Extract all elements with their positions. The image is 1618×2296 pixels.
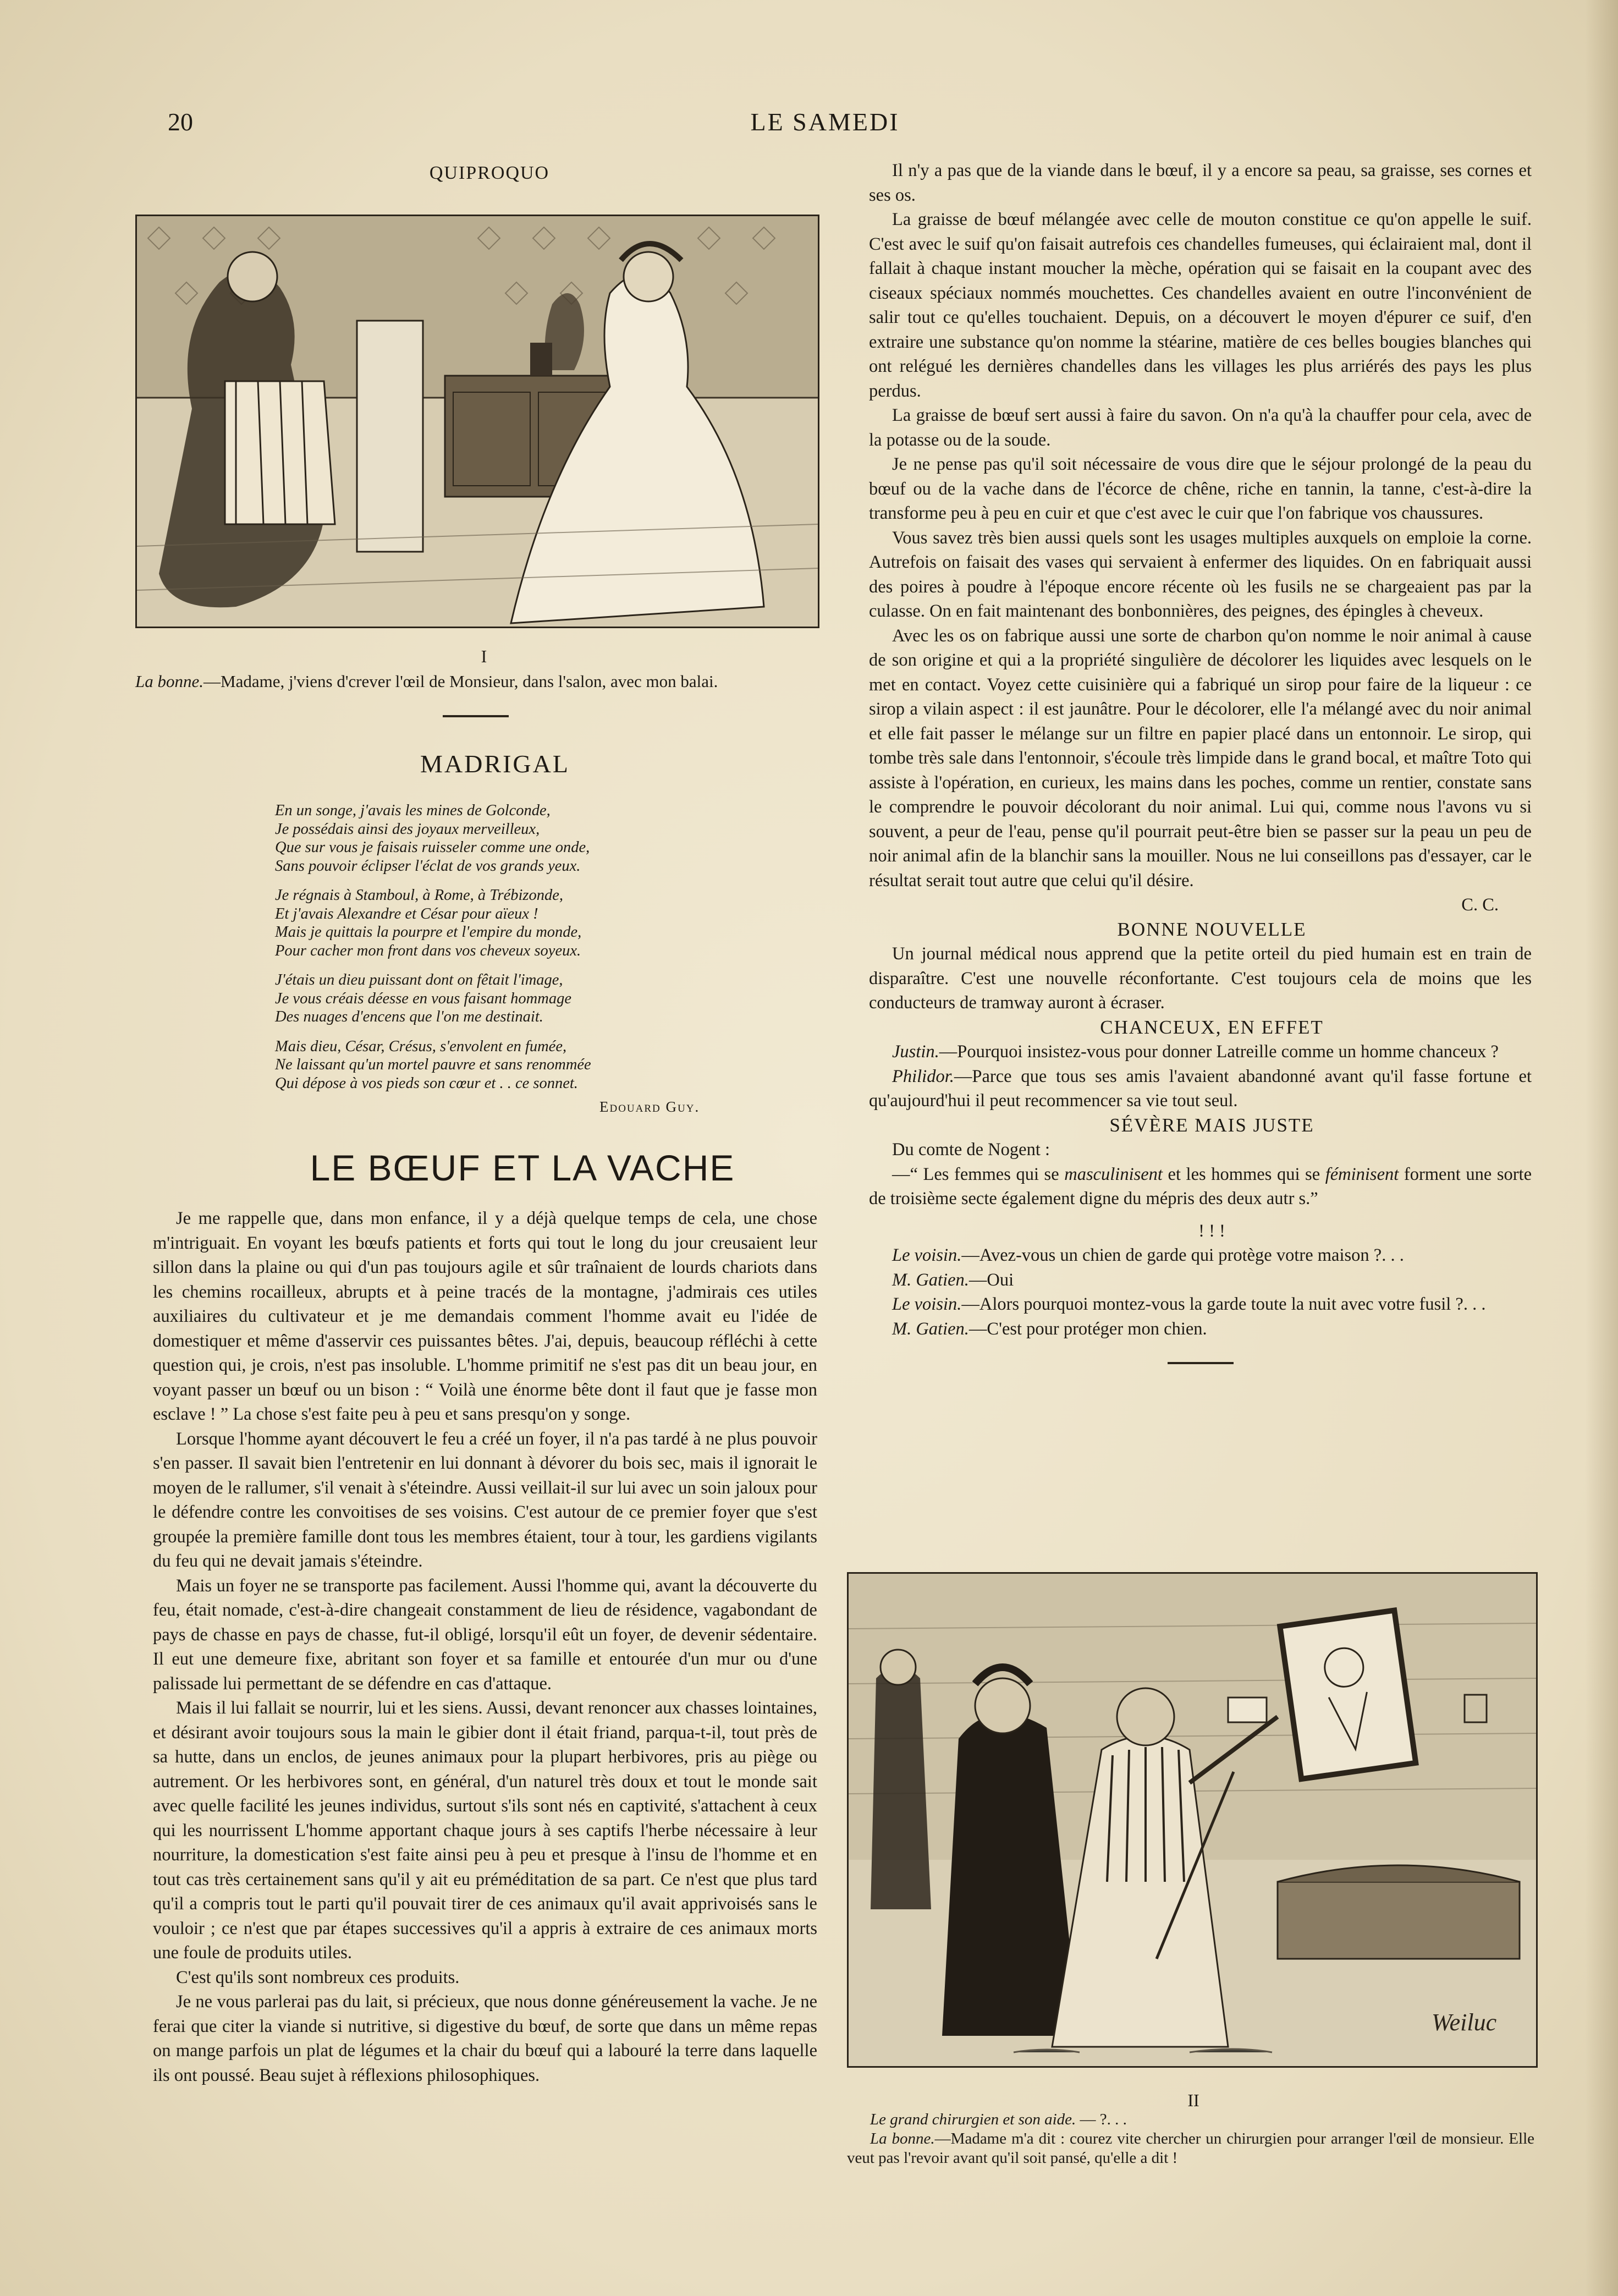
poem-line: Je vous créais déesse en vous faisant hommage [275, 990, 571, 1007]
dialogue-text: —Alors pourquoi montez-vous la garde toute la nuit avec votre fusil ?. . . [961, 1294, 1486, 1314]
bonne-nouvelle-text: Un journal médical nous apprend que la petite orteil du pied humain est en train de disparaître. C'est une nouvelle réconfortante. C'est toujours cela de moins que les conducteurs de tramway auront à écraser. [869, 944, 1532, 1013]
caption-text: —Madame m'a dit : courez vite chercher un chirurgien pour arranger l'œil de monsieur. Elle veut pas l'revoir avant qu'il soit pansé, qu'elle a dit ! [847, 2130, 1534, 2167]
severe-quote-part: forment une sorte de troisième secte également digne du mépris des deux autr s.” [869, 1164, 1532, 1209]
quiproquo-title: QUIPROQUO [429, 163, 550, 183]
severe-title: SÉVÈRE MAIS JUSTE [1109, 1114, 1314, 1136]
artist-signature: Weiluc [1432, 2009, 1497, 2036]
chirurgien-numeral: II [1187, 2090, 1199, 2110]
madrigal-author: Edouard Guy. [599, 1098, 700, 1115]
illustration-quiproquo-drawing [137, 216, 818, 627]
article-paragraph: Je ne vous parlerai pas du lait, si précieux, que nous donne généreusement la vache. Je ne ferai que citer la viande si nutritive, si digestive du bœuf, de sorte que dans un même repas on mange parfois un plat de légumes et la chair du bœuf qui a labouré la terre dans laquelle ils ont poussé. Beau sujet à réflexions philosophiques. [153, 1992, 817, 2085]
article-paragraph: C'est qu'ils sont nombreux ces produits. [176, 1967, 460, 1987]
chanceux-speaker-1: Justin. [892, 1042, 939, 1062]
article-paragraph: Je me rappelle que, dans mon enfance, il y a déjà quelque temps de cela, une chose m'intriguait. En voyant les bœufs patients et forts qui tout le long du jour creusaient leur sillon dans la plaine ou qui d'un pas toujours agile et sûr traînaient de lourds chariots dans les chemins rocailleux, abrupts et à peine tracés de la montagne, j'admirais ces utiles auxiliaires du cultivateur et je me demandais comment l'homme avait eu l'idée de domestiquer et même d'asservir ces puissantes bêtes. J'ai, depuis, beaucoup réfléchi à cette question qui, je crois, n'est pas insoluble. L'homme primitif ne s'est pas dit un beau jour, en voyant passer un bœuf ou un bison : “ Voilà une énorme bête dont il faut que je fasse mon esclave ! ” La chose s'est faite peu à peu et sans presqu'on y songe. [153, 1209, 817, 1424]
chanceux-speaker-2: Philidor. [892, 1066, 954, 1086]
poem-line: Que sur vous je faisais ruisseler comme une onde, [275, 839, 590, 856]
chanceux-text-1: —Pourquoi insistez-vous pour donner Latreille comme un homme chanceux ? [939, 1042, 1499, 1062]
page-number: 20 [168, 108, 193, 136]
poem-stanza [275, 1037, 748, 1093]
dialogue-speaker: M. Gatien. [892, 1270, 969, 1290]
article-paragraph: Avec les os on fabrique aussi une sorte de charbon qu'on nomme le noir animal à cause de son origine et qui a la propriété singulière de décolorer les liquides avec lesquels on le met en contact. Voyez cette cuisinière qui a fabriqué un sirop pour faire de la liqueur : ce sirop a vilain aspect : il est jaunâtre. Pour le décolorer, elle l'a mélangé avec du noir animal et elle fait passer le mélange sur un filtre en papier placé dans un entonnoir. Le sirop, qui tombe très sale dans l'entonnoir, s'écoule très limpide dans le grand bocal, et maître Toto qui assiste à l'opération, en curieux, les mains dans les poches, comme un rentier, constate sans le comprendre le pouvoir décolorant du noir animal. Lui qui, comme nous l'avons vu si souvent, a peur de l'eau, pense qu'il pourrait peut-être bien se passer sur la peau un peu de noir animal afin de la blanchir sans la mouiller. Nous ne lui conseillons pas d'essayer, car le résultat serait tout autre que celui qu'il désire. [869, 625, 1532, 891]
poem-stanza [275, 801, 748, 875]
article-paragraph: La graisse de bœuf mélangée avec celle de mouton constitue ce qu'on appelle le suif. C'est avec le suif qu'on faisait autrefois ces chandelles fumeuses, qui éclairaient mal, dont il fallait à chaque instant moucher la mèche, opération qui se faisait en la coupant avec des ciseaux spéciaux nommés mouchettes. Ces chandelles avaient en outre l'inconvénient de salir tout ce qu'elles touchaient. Depuis, on a découvert le moyen d'épurer ce suif, d'en extraire une substance qu'on nomme la stéarine, matière de ces belles bougies blanches qui ont relégué les dernières chandelles dans les villages les plus arriérés des pays les plus perdus. [869, 210, 1532, 401]
bonne-nouvelle-title: BONNE NOUVELLE [1117, 918, 1307, 940]
quiproquo-caption-speaker: La bonne. [135, 672, 203, 691]
article-paragraph: Mais un foyer ne se transporte pas facilement. Aussi l'homme qui, avant la découverte du feu, était nomade, c'est-à-dire changeait constamment de lieu de résidence, vagabondant de pays de chasse en pays de chasse, fut-il obligé, lorsqu'il eût un foyer, de devenir sédentaire. Il eut une demeure fixe, abritant son foyer et sa famille et entourée d'un mur ou d'une palissade lui permettant de se défendre en cas d'attaque. [153, 1575, 817, 1694]
madrigal-poem [275, 801, 748, 1103]
dialogue-line [869, 1243, 1532, 1268]
quiproquo-caption-text: —Madame, j'viens d'crever l'œil de Monsieur, dans l'salon, avec mon balai. [203, 672, 718, 691]
poem-line: En un songe, j'avais les mines de Golconde, [275, 802, 551, 819]
dialogue-speaker: Le voisin. [892, 1294, 962, 1314]
chanceux-title: CHANCEUX, EN EFFET [1100, 1016, 1324, 1038]
quiproquo-numeral: I [481, 646, 487, 666]
severe-quote [869, 1162, 1532, 1211]
article-column-left [153, 1206, 817, 2088]
poem-stanza [275, 886, 748, 960]
severe-quote-part: et les hommes qui se [1162, 1164, 1325, 1184]
running-title: LE SAMEDI [750, 108, 900, 136]
dialogue-line [869, 1317, 1532, 1342]
poem-line: J'étais un dieu puissant dont on fêtait l'image, [275, 971, 563, 988]
dialogue-text: —Oui [968, 1270, 1014, 1290]
dialogue-line [869, 1292, 1532, 1317]
article-paragraph: Mais il lui fallait se nourrir, lui et les siens. Aussi, devant renoncer aux chasses lointaines, et désirant avoir toujours sous la main le gibier dont il était friand, parqua-t-il, tout près de sa hutte, dans un enclos, de jeunes animaux pour la plupart herbivores, pris au piège ou autrement. Or les herbivores sont, en général, d'un naturel très doux et tout le monde sait avec quelle facilité les jeunes individus, surtout s'ils sont nés en captivité, s'attachent à ceux qui les nourrissent L'homme apportant chaque jours à ses captifs l'herbe nécessaire à leur nourriture, la domestication s'est faite ainsi peu à peu et presque à l'insu de l'homme et en tout cas très certainement sans qu'il y ait eu préméditation de sa part. Ce n'est que plus tard qu'il a compris tout le parti qu'il pouvait tirer de ces animaux qu'il avait apprivoisés sans le vouloir ; ce n'est que par étapes successives qu'il a appris à extraire de ces animaux morts une foule de produits utiles. [153, 1698, 817, 1963]
dialogue-text: —C'est pour protéger mon chien. [968, 1319, 1207, 1339]
poem-line: Ne laissant qu'un mortel pauvre et sans renommée [275, 1056, 591, 1073]
chanceux-line-1 [869, 1040, 1532, 1064]
severe-quote-emphasis: féminisent [1325, 1164, 1399, 1184]
severe-quote-part: —“ Les femmes qui se [892, 1164, 1065, 1184]
chanceux-text-2: —Parce que tous ses amis l'avaient abandonné avant qu'il fasse fortune et qu'aujourd'hui il peut recommencer sa vie tout seul. [869, 1066, 1532, 1111]
dialogue-text: —Avez-vous un chien de garde qui protège votre maison ?. . . [961, 1245, 1404, 1265]
severe-intro: Du comte de Nogent : [892, 1140, 1050, 1160]
exclamation-divider: ! ! ! [1198, 1221, 1225, 1241]
section-rule [443, 715, 509, 717]
severe-quote-emphasis: masculinisent [1064, 1164, 1163, 1184]
chirurgien-caption-line-1 [847, 2110, 1534, 2129]
chirurgien-caption-line-2 [847, 2129, 1534, 2168]
chanceux-line-2 [869, 1064, 1532, 1113]
article-paragraph: Je ne pense pas qu'il soit nécessaire de vous dire que le séjour prolongé de la peau du bœuf ou de la vache dans de l'écorce de chêne, riche en tannin, la tanne, c'est-à-dire la transforme peu à peu en cuir et que c'est avec le cuir que l'on fabrique vos chaussures. [869, 454, 1532, 523]
dialogue-speaker: Le voisin. [892, 1245, 962, 1265]
poem-line: Pour cacher mon front dans vos cheveux soyeux. [275, 942, 581, 959]
poem-stanza [275, 971, 748, 1026]
quiproquo-caption [135, 671, 828, 692]
poem-line: Sans pouvoir éclipser l'éclat de vos grands yeux. [275, 857, 581, 875]
article-paragraph: Vous savez très bien aussi quels sont les usages multiples auxquels on emploie la corne. Autrefois on faisait des vases qui servaient à enfermer des liquides. On en fabriquait aussi des poires à poudre à l'époque encore récente où les fusils ne se chargeaient pas par la culasse. On en fait maintenant des bonbonnières, des peignes, des épingles à cheveux. [869, 528, 1532, 621]
poem-line: Je possédais ainsi des joyaux merveilleux, [275, 820, 540, 838]
illustration-quiproquo [135, 215, 819, 628]
poem-line: Qui dépose à vos pieds son cœur et . . ce sonnet. [275, 1074, 578, 1092]
page-spine-shadow [1585, 0, 1618, 2296]
article-title: LE BŒUF ET LA VACHE [310, 1147, 735, 1188]
chirurgien-caption [847, 2110, 1534, 2168]
madrigal-title: MADRIGAL [420, 750, 570, 778]
article-paragraph: La graisse de bœuf sert aussi à faire du savon. On n'a qu'à la chauffer pour cela, avec de la potasse ou de la soude. [869, 405, 1532, 450]
poem-line: Je régnais à Stamboul, à Rome, à Trébizonde, [275, 887, 564, 904]
illustration-chirurgien-drawing [849, 1574, 1536, 2066]
dialogue-line [869, 1268, 1532, 1293]
poem-line: Et j'avais Alexandre et César pour aïeux ! [275, 905, 538, 922]
illustration-chirurgien [847, 1572, 1538, 2068]
article-paragraph: Il n'y a pas que de la viande dans le bœuf, il y a encore sa peau, sa graisse, ses cornes et ses os. [869, 161, 1532, 205]
poem-line: Mais dieu, César, Crésus, s'envolent en fumée, [275, 1037, 567, 1055]
article-signature: C. C. [1461, 895, 1499, 915]
caption-speaker: La bonne. [870, 2130, 935, 2147]
article-column-right [869, 158, 1532, 1364]
article-paragraph: Lorsque l'homme ayant découvert le feu a créé un foyer, il n'a pas tardé à ne plus pouvoir s'en passer. Il savait bien l'entretenir en lui donnant à dévorer du bois sec, mais il ignorait le moyen de le rallumer, s'il venait à s'éteindre. Aussi veillait-il sur lui avec un soin jaloux pour le défendre contre les convoitises de ses voisins. C'est autour de ce premier foyer que s'est groupée la première famille dont tous les membres étaient, tour à tour, les gardiens vigilants du feu qui ne devait jamais s'éteindre. [153, 1429, 817, 1571]
poem-line: Mais je quittais la pourpre et l'empire du monde, [275, 924, 582, 941]
section-rule [1168, 1362, 1234, 1364]
poem-line: Des nuages d'encens que l'on me destinait. [275, 1008, 543, 1025]
caption-speaker: Le grand chirurgien et son aide. [870, 2111, 1076, 2128]
dialogue-speaker: M. Gatien. [892, 1319, 969, 1339]
caption-text: — ?. . . [1076, 2111, 1127, 2128]
